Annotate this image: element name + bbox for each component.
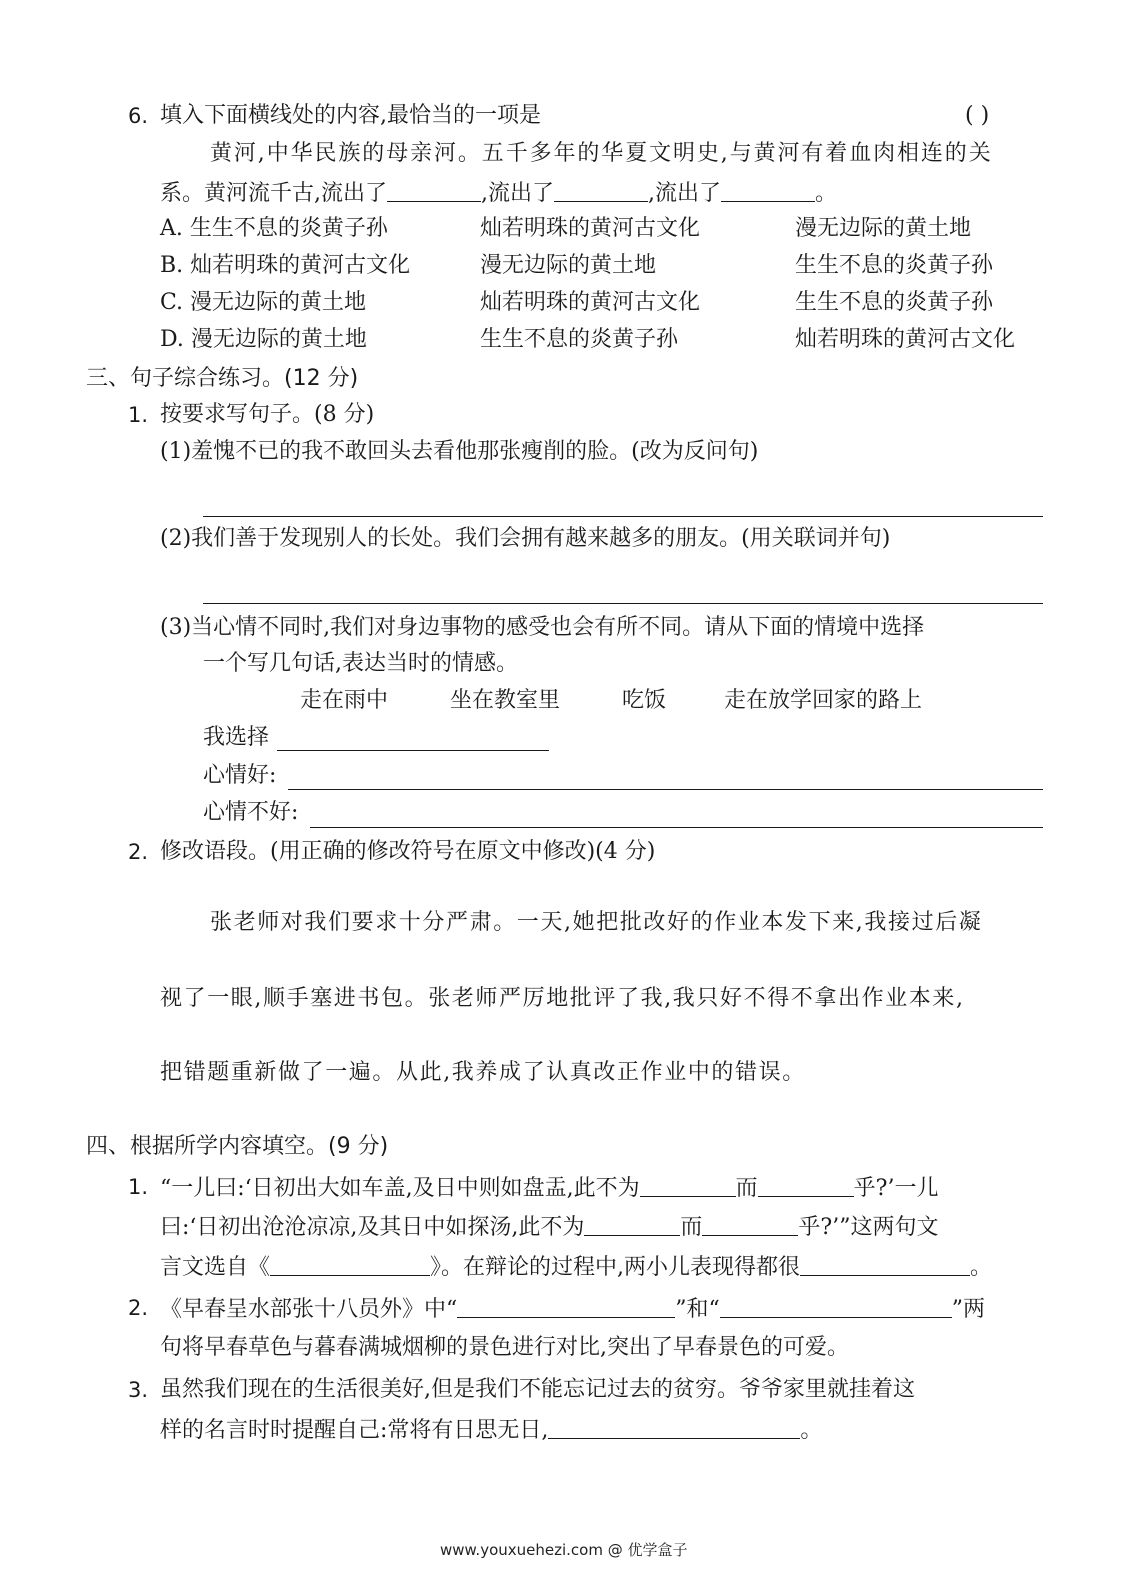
s4-q1-number: 1. [128,1175,149,1199]
section-3-title: 三、句子综合练习。(12 分) [86,366,359,391]
q6-passage-line1: 黄河,中华民族的母亲河。五千多年的华夏文明史,与黄河有着血肉相连的关 [210,141,993,166]
section-4-title: 四、根据所学内容填空。(9 分) [86,1134,389,1159]
q6-option-b-col3: 生生不息的炎黄子孙 [795,253,994,278]
q6-option-b-col2: 漫无边际的黄土地 [480,253,657,278]
q6-option-c-col2: 灿若明珠的黄河古文化 [480,290,701,315]
s4-q1-line3-text-c: 。 [970,1255,993,1280]
q6-blank-3[interactable] [721,181,815,202]
s4-q1-blank-1[interactable] [640,1176,736,1197]
scenario-way-home: 走在放学回家的路上 [724,688,923,713]
s3-sub2-answer-line[interactable] [203,603,1043,604]
s4-q1-line3-text-b: 》。在辩论的过程中,两小儿表现得都很 [430,1255,801,1280]
s4-q1-line1-text-a: “一儿曰:‘日初出大如车盖,及日中则如盘盂,此不为 [160,1176,640,1201]
s3-q2-text: 修改语段。(用正确的修改符号在原文中修改)(4 分) [160,839,656,864]
q6-answer-paren: ( ) [965,103,990,128]
q6-option-c[interactable]: C. 漫无边际的黄土地 [160,290,367,315]
q6-option-a-col2: 灿若明珠的黄河古文化 [480,216,701,241]
q6-passage-text-c: ,流出了 [648,181,721,206]
s4-q2-number: 2. [128,1296,149,1320]
q6-option-a[interactable]: A. 生生不息的炎黄子孙 [160,216,388,241]
q6-option-a-col3: 漫无边际的黄土地 [795,216,972,241]
s4-q1-line2-text-c: 乎?’”这两句文 [798,1215,939,1240]
choose-label: 我选择 [203,725,270,750]
s4-q3-line2-text-a: 样的名言时时提醒自己:常将有日思无日, [160,1418,549,1443]
good-mood-label: 心情好: [203,763,277,788]
s3-q1-text: 按要求写句子。(8 分) [160,402,375,427]
bad-mood-answer-line[interactable] [310,827,1043,828]
s4-q2-blank-1[interactable] [457,1297,675,1318]
s4-q1-line1 [160,1176,938,1200]
paragraph-line3: 把错题重新做了一遍。从此,我养成了认真改正作业中的错误。 [160,1060,806,1085]
s3-sub3-line1: (3)当心情不同时,我们对身边事物的感受也会有所不同。请从下面的情境中选择 [160,615,925,640]
good-mood-answer-line[interactable] [288,789,1043,790]
s4-q2-line1-text-c: ”两 [951,1297,985,1322]
s4-q1-line2-text-a: 曰:‘日初出沧沧凉凉,及其日中如探汤,此不为 [160,1215,585,1240]
s4-q1-line3 [160,1255,992,1279]
q6-passage-text-a: 系。黄河流千古,流出了 [160,181,387,206]
s4-q3-blank[interactable] [548,1418,800,1439]
s4-q1-line2-text-b: 而 [680,1215,703,1240]
s3-q2-number: 2. [128,840,149,864]
s3-sub3-line2: 一个写几句话,表达当时的情感。 [203,651,518,676]
paragraph-line1: 张老师对我们要求十分严肃。一天,她把批改好的作业本发下来,我接过后凝 [210,910,983,935]
q6-option-c-col3: 生生不息的炎黄子孙 [795,290,994,315]
bad-mood-label: 心情不好: [203,800,299,825]
s4-q2-line2: 句将早春草色与暮春满城烟柳的景色进行对比,突出了早春景色的可爱。 [160,1335,849,1360]
s4-q2-line1-text-b: ”和“ [675,1297,720,1322]
q6-passage-line2 [160,181,837,205]
q6-option-d-col2: 生生不息的炎黄子孙 [480,327,679,352]
s4-q1-blank-5[interactable] [270,1255,430,1276]
q6-passage-text-b: ,流出了 [481,181,554,206]
s4-q1-blank-2[interactable] [758,1176,854,1197]
s4-q3-number: 3. [128,1378,149,1402]
footer-watermark: www.youxuehezi.com @ 优学盒子 [440,1541,688,1559]
s4-q1-blank-4[interactable] [702,1215,798,1236]
q6-passage-text-d: 。 [815,181,838,206]
s4-q1-blank-3[interactable] [584,1215,680,1236]
q6-blank-1[interactable] [387,181,481,202]
scenario-rain: 走在雨中 [300,688,389,713]
s3-sub1: (1)羞愧不已的我不敢回头去看他那张瘦削的脸。(改为反问句) [160,439,759,464]
q6-number: 6. [128,104,149,128]
s4-q2-line1 [160,1297,985,1321]
q6-option-d[interactable]: D. 漫无边际的黄土地 [160,327,367,352]
s3-sub1-answer-line[interactable] [203,516,1043,517]
scenario-eating: 吃饭 [622,688,667,713]
q6-option-d-col3: 灿若明珠的黄河古文化 [795,327,1016,352]
s4-q3-line1: 虽然我们现在的生活很美好,但是我们不能忘记过去的贫穷。爷爷家里就挂着这 [160,1377,915,1402]
s4-q3-line2 [160,1418,822,1442]
s4-q1-line2 [160,1215,938,1239]
s3-sub2: (2)我们善于发现别人的长处。我们会拥有越来越多的朋友。(用关联词并句) [160,526,891,551]
q6-blank-2[interactable] [554,181,648,202]
paragraph-line2: 视了一眼,顺手塞进书包。张老师严厉地批评了我,我只好不得不拿出作业本来, [160,986,965,1011]
s4-q1-blank-6[interactable] [800,1255,970,1276]
s4-q2-blank-2[interactable] [720,1297,952,1318]
scenario-classroom: 坐在教室里 [450,688,561,713]
s4-q1-line1-text-c: 乎?’一儿 [853,1176,939,1201]
q6-stem: 填入下面横线处的内容,最恰当的一项是 [160,103,541,128]
s3-q1-number: 1. [128,403,149,427]
s4-q1-line3-text-a: 言文选自《 [160,1255,271,1280]
s4-q1-line1-text-b: 而 [735,1176,758,1201]
q6-option-b[interactable]: B. 灿若明珠的黄河古文化 [160,253,411,278]
choose-answer-line[interactable] [277,750,549,751]
s4-q2-line1-text-a: 《早春呈水部张十八员外》中“ [160,1297,458,1322]
s4-q3-line2-text-b: 。 [800,1418,823,1443]
